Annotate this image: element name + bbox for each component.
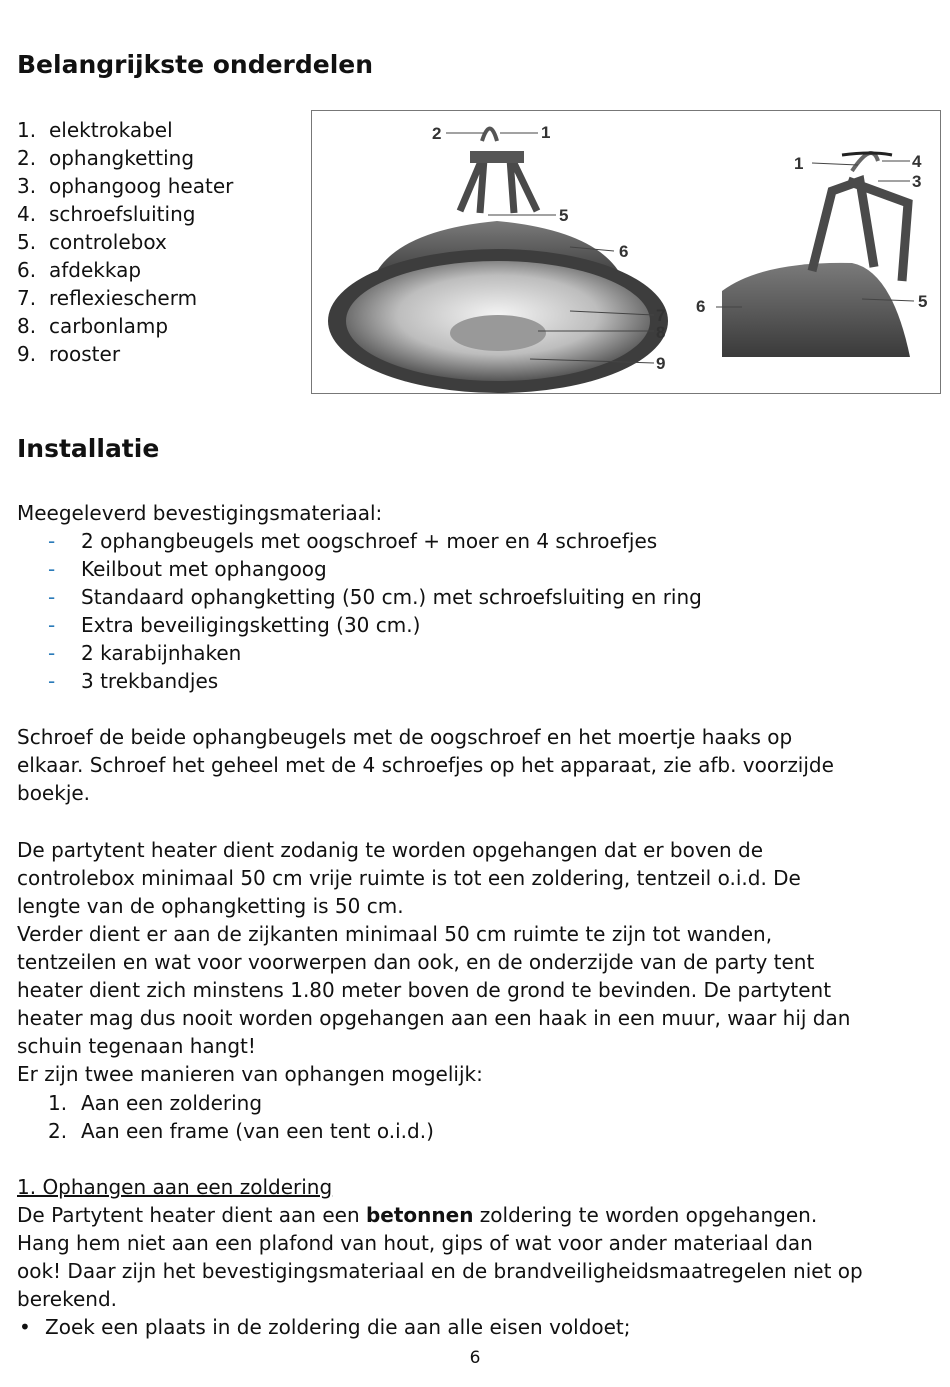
- list-item: 5. controlebox: [17, 230, 167, 254]
- page-number: 6: [469, 1348, 481, 1368]
- list-item: 2. ophangketting: [17, 146, 195, 170]
- list-item: - Standaard ophangketting (50 cm.) met schroefsluiting en ring: [48, 585, 702, 609]
- heater-front-view: [328, 129, 668, 394]
- assembly-paragraph: Schroef de beide ophangbeugels met de oogschroef en het moertje haaks op elkaar. Schroef het geheel met de 4 schroefjes op het apparaat, zie afb. voorzijde boekje.: [17, 725, 834, 805]
- list-item: 8. carbonlamp: [17, 314, 169, 338]
- bullet-item: • Zoek een plaats in de zoldering die aan alle eisen voldoet;: [19, 1315, 631, 1339]
- list-item: 2. Aan een frame (van een tent o.i.d.): [48, 1119, 434, 1143]
- heater-parts-figure: [311, 110, 941, 394]
- callout-5-right: 5: [918, 292, 928, 311]
- callout-7: 7: [656, 306, 666, 325]
- callout-3-right: 3: [912, 172, 922, 191]
- callout-4-right: 4: [912, 152, 922, 171]
- clearance-paragraph: De partytent heater dient zodanig te worden opgehangen dat er boven de controlebox minimaal 50 cm vrije ruimte is tot een zoldering, tentzeil o.i.d. De lengte van de ophangketting is 50 cm. Verder dient er aan de zijkanten minimaal 50 cm ruimte te zijn tot wanden, tentzeilen en wat voor voorwerpen dan ook, en de onderzijde van de party tent heater dient zich minstens 1.80 meter boven de grond te bevinden. De partytent heater mag dus nooit worden opgehangen aan een haak in een muur, waar hij dan schuin tegenaan hangt! Er zijn twee manieren van ophangen mogelijk:: [17, 838, 851, 1086]
- subheading-ceiling: 1. Ophangen aan een zoldering: [17, 1175, 333, 1199]
- list-item: - 2 ophangbeugels met oogschroef + moer en 4 schroefjes: [48, 529, 658, 553]
- callout-2: 2: [432, 124, 442, 143]
- callout-9: 9: [656, 354, 666, 373]
- list-item: 3. ophangoog heater: [17, 174, 234, 198]
- callout-5: 5: [559, 206, 569, 225]
- callout-8: 8: [656, 323, 666, 342]
- section-title-parts: Belangrijkste onderdelen: [17, 50, 374, 79]
- list-item: 9. rooster: [17, 342, 121, 366]
- emphasis-concrete: betonnen: [365, 1203, 474, 1227]
- list-item: - 3 trekbandjes: [48, 669, 219, 693]
- list-item: - Extra beveiligingsketting (30 cm.): [48, 613, 421, 637]
- list-item: - 2 karabijnhaken: [48, 641, 242, 665]
- list-item: - Keilbout met ophangoog: [48, 557, 327, 581]
- supplied-items-list: [48, 527, 702, 695]
- list-item: 7. reflexiescherm: [17, 286, 198, 310]
- section-title-installation: Installatie: [17, 434, 160, 463]
- ceiling-paragraph: De Partytent heater dient aan een betonnen zoldering te worden opgehangen. Hang hem niet aan een plafond van hout, gips of wat voor ander materiaal dan ook! Daar zijn het bevestigingsmateriaal en de brandveiligheidsmaatregelen niet op berekend.: [17, 1203, 863, 1311]
- list-item: 1. elektrokabel: [17, 118, 173, 142]
- callout-6-right: 6: [696, 297, 706, 316]
- bullet-icon: •: [19, 1315, 31, 1339]
- callout-1-right: 1: [794, 154, 804, 173]
- heater-illustration: [312, 111, 940, 393]
- mounting-methods-list: [48, 1089, 434, 1145]
- callout-6: 6: [619, 242, 629, 261]
- list-item: 6. afdekkap: [17, 258, 142, 282]
- heater-side-closeup: [722, 153, 916, 357]
- list-item: 1. Aan een zoldering: [48, 1091, 263, 1115]
- supplied-intro: Meegeleverd bevestigingsmateriaal:: [17, 501, 383, 525]
- list-item: 4. schroefsluiting: [17, 202, 196, 226]
- callout-1: 1: [541, 123, 551, 142]
- parts-list: [17, 116, 233, 368]
